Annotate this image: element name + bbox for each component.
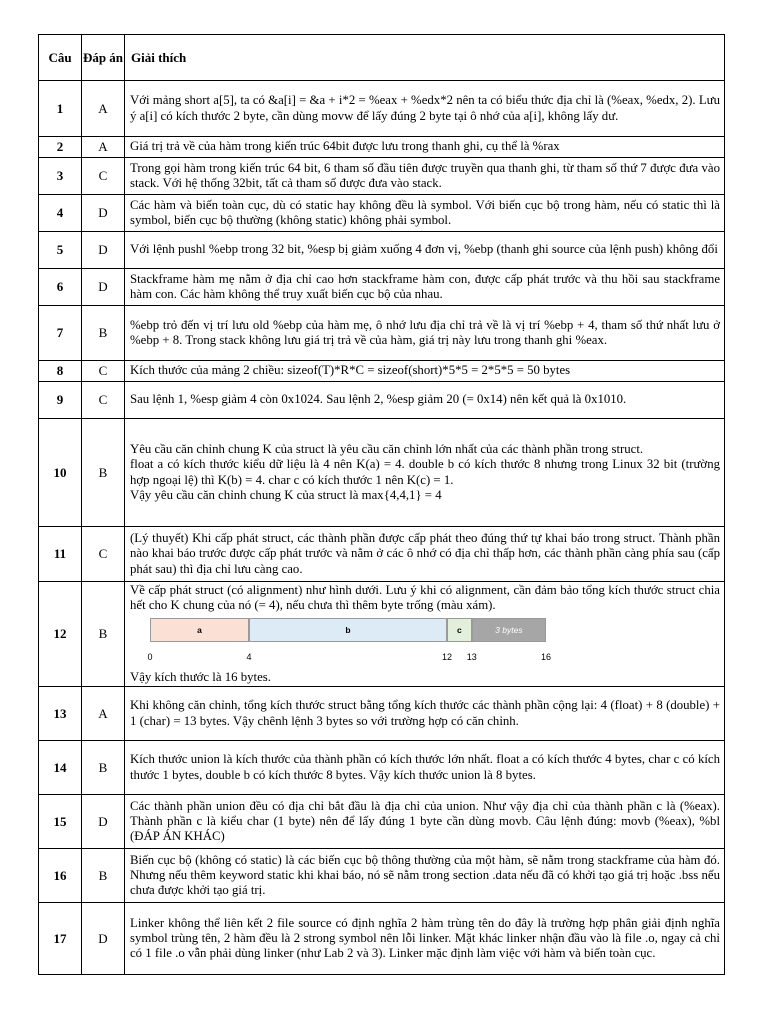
explanation-line: Vậy kích thước là 16 bytes. (130, 669, 271, 684)
offset-tick-label: 12 (441, 651, 453, 662)
question-number: 11 (39, 527, 82, 582)
table-row (39, 582, 725, 687)
answer-letter: D (82, 795, 125, 849)
header-row (39, 35, 725, 81)
explanation-line: (Lý thuyết) Khi cấp phát struct, các thành phần được cấp phát theo đúng thứ tự khai báo trong struct. Thành phần nào khai báo trước được cấp phát trước và nằm ở các ô nhớ có địa chỉ thấp hơn, các thành phần càng phía sau (cấp phát sau) thì địa chỉ lưu càng cao. (130, 530, 720, 576)
explanation-line: Stackframe hàm mẹ nằm ở địa chỉ cao hơn stackframe hàm con, được cấp phát trước và thu hồi sau stackframe hàm con. Các hàm không thể truy xuất biến cục bộ của nhau. (130, 271, 720, 301)
answer-letter: A (82, 687, 125, 741)
answer-letter: C (82, 527, 125, 582)
question-number: 2 (39, 137, 82, 158)
table-row (39, 903, 725, 975)
table-row (39, 269, 725, 306)
question-number: 16 (39, 849, 82, 903)
table-row (39, 81, 725, 137)
table-row (39, 419, 725, 527)
answer-letter: D (82, 232, 125, 269)
explanation-line: Linker không thể liên kết 2 file source có định nghĩa 2 hàm trùng tên do đây là trường hợp phân giải định nghĩa symbol trùng tên, 2 hàm đều là 2 strong symbol nên lỗi linker. Mặt khác linker nhận đầu vào là file .o, ngay cả chỉ có 1 file .o vẫn phải dùng linker (như Lab 2 và 3). Linker mặc định làm việc với hàm và biến toàn cục. (130, 915, 720, 961)
explanation-line: %ebp trỏ đến vị trí lưu old %ebp của hàm mẹ, ô nhớ lưu địa chỉ trả về là vị trí %ebp + 4, tham số thứ nhất lưu ở %ebp + 8. Trong stack không lưu giá trị trả về của hàm, giá trị này lưu trong thanh ghi %eax. (130, 317, 720, 347)
explanation-line: Yêu cầu căn chỉnh chung K của struct là yêu cầu căn chỉnh lớn nhất của các thành phần trong struct. (130, 441, 644, 456)
question-number: 1 (39, 81, 82, 137)
explanation (125, 137, 725, 158)
explanation-line: Các hàm và biến toàn cục, dù có static hay không đều là symbol. Với biến cục bộ trong hàm, nếu có static thì là symbol, biến cục bộ thường (không static) không phải symbol. (130, 197, 720, 227)
offset-tick-label: 13 (466, 651, 477, 662)
explanation (125, 382, 725, 419)
explanation-line: Về cấp phát struct (có alignment) như hình dưới. Lưu ý khi có alignment, cần đảm bảo tổng kích thước struct chia hết cho K chung của nó (= 4), nếu chưa thì thêm byte trống (màu xám). (130, 583, 720, 613)
explanation (125, 361, 725, 382)
field-segment-b: b (249, 618, 447, 642)
explanation-line: Giá trị trả về của hàm trong kiến trúc 64bit được lưu trong thanh ghi, cụ thể là %rax (130, 139, 560, 154)
struct-memory-diagram (130, 618, 550, 668)
table-row (39, 195, 725, 232)
question-number: 4 (39, 195, 82, 232)
answer-letter: B (82, 582, 125, 687)
table-row (39, 306, 725, 361)
field-segment-a: a (150, 618, 249, 642)
table-row (39, 361, 725, 382)
explanation-line: Với lệnh pushl %ebp trong 32 bit, %esp bị giảm xuống 4 đơn vị, %ebp (thanh ghi source của lệnh push) không đổi (130, 242, 718, 257)
answer-letter: B (82, 306, 125, 361)
answer-letter: A (82, 137, 125, 158)
question-number: 3 (39, 158, 82, 195)
explanation (125, 232, 725, 269)
explanation (125, 306, 725, 361)
explanation-line: Trong gọi hàm trong kiến trúc 64 bit, 6 tham số đầu tiên được truyền qua thanh ghi, từ tham số thứ 7 được đưa vào stack. Với hệ thống 32bit, tất cả tham số được đưa vào stack. (130, 160, 720, 190)
table-row (39, 232, 725, 269)
explanation-line: Sau lệnh 1, %esp giảm 4 còn 0x1024. Sau lệnh 2, %esp giảm 20 (= 0x14) nên kết quả là 0x1010. (130, 392, 627, 407)
table-row (39, 741, 725, 795)
explanation (125, 527, 725, 582)
explanation-line: Vậy yêu cầu căn chỉnh chung K của struct là max{4,4,1} = 4 (130, 487, 442, 502)
answer-letter: C (82, 361, 125, 382)
question-number: 7 (39, 306, 82, 361)
answer-letter: B (82, 741, 125, 795)
question-number: 12 (39, 582, 82, 687)
table-row (39, 137, 725, 158)
question-number: 15 (39, 795, 82, 849)
question-number: 10 (39, 419, 82, 527)
offset-tick-label: 16 (540, 651, 552, 662)
offset-tick-label: 0 (147, 651, 153, 662)
table-row (39, 158, 725, 195)
explanation (125, 582, 725, 687)
question-number: 6 (39, 269, 82, 306)
explanation-line: Khi không căn chỉnh, tổng kích thước struct bằng tổng kích thước các thành phần cộng lại: 4 (float) + 8 (double) + 1 (char) = 13 bytes. Vậy chênh lệnh 3 bytes so với trường hợp có căn chỉnh. (130, 698, 720, 728)
header-cau: Câu (39, 35, 82, 81)
explanation-line: Biến cục bộ (không có static) là các biến cục bộ thông thường của một hàm, sẽ nằm trong stackframe của hàm đó. Nhưng nếu thêm keyword static khi khai báo, nó sẽ nằm trong section .data nếu đã có khởi tạo giá trị hoặc .bss nếu chưa được khởi tạo giá trị. (130, 852, 720, 898)
explanation (125, 903, 725, 975)
answer-letter: B (82, 419, 125, 527)
header-dap-an: Đáp án (82, 35, 125, 81)
explanation-line: float a có kích thước kiểu dữ liệu là 4 nên K(a) = 4. double b có kích thước 8 nhưng trong Linux 32 bit (trường hợp ngoại lệ) thì K(b) = 4. char c có kích thước 1 nên K(c) = 1. (130, 457, 720, 487)
offset-tick-label: 4 (246, 651, 252, 662)
table-row (39, 382, 725, 419)
header-giai-thich: Giải thích (125, 35, 725, 81)
answer-letter: C (82, 382, 125, 419)
answer-letter: D (82, 269, 125, 306)
explanation (125, 795, 725, 849)
question-number: 14 (39, 741, 82, 795)
explanation (125, 195, 725, 232)
table-row (39, 687, 725, 741)
explanation-line: Các thành phần union đều có địa chỉ bắt đầu là địa chỉ của union. Như vậy địa chỉ của thành phần c là (%eax). Thành phần c là kiểu char (1 byte) nên để lấy đúng 1 byte cần dùng movb. Câu lệnh đúng: movb (%eax), %bl (ĐÁP ÁN KHÁC) (130, 798, 720, 844)
table-row (39, 795, 725, 849)
answer-table (38, 34, 725, 975)
answer-letter: B (82, 849, 125, 903)
explanation (125, 269, 725, 306)
answer-letter: C (82, 158, 125, 195)
explanation-line: Với mảng short a[5], ta có &a[i] = &a + i*2 = %eax + %edx*2 nên ta có biểu thức địa chỉ là (%eax, %edx, 2). Lưu ý a[i] có kích thước 2 byte, cần dùng movw để lấy đúng 2 byte tại ô nhớ của a[i], không lấy dư. (130, 93, 720, 123)
explanation-line: Kích thước union là kích thước của thành phần có kích thước lớn nhất. float a có kích thước 4 bytes, char c có kích thước 1 bytes, double b có kích thước 8 bytes. Vậy kích thước union là 8 bytes. (130, 752, 720, 782)
question-number: 17 (39, 903, 82, 975)
question-number: 5 (39, 232, 82, 269)
table-row (39, 527, 725, 582)
field-segment-c: c (447, 618, 472, 642)
explanation (125, 741, 725, 795)
explanation (125, 849, 725, 903)
question-number: 8 (39, 361, 82, 382)
answer-letter: A (82, 81, 125, 137)
table-row (39, 849, 725, 903)
explanation (125, 158, 725, 195)
padding-segment: 3 bytes (472, 618, 546, 642)
explanation-line: Kích thước của mảng 2 chiều: sizeof(T)*R*C = sizeof(short)*5*5 = 2*5*5 = 50 bytes (130, 363, 571, 378)
explanation (125, 419, 725, 527)
explanation (125, 81, 725, 137)
question-number: 9 (39, 382, 82, 419)
answer-letter: D (82, 903, 125, 975)
question-number: 13 (39, 687, 82, 741)
explanation (125, 687, 725, 741)
answer-letter: D (82, 195, 125, 232)
